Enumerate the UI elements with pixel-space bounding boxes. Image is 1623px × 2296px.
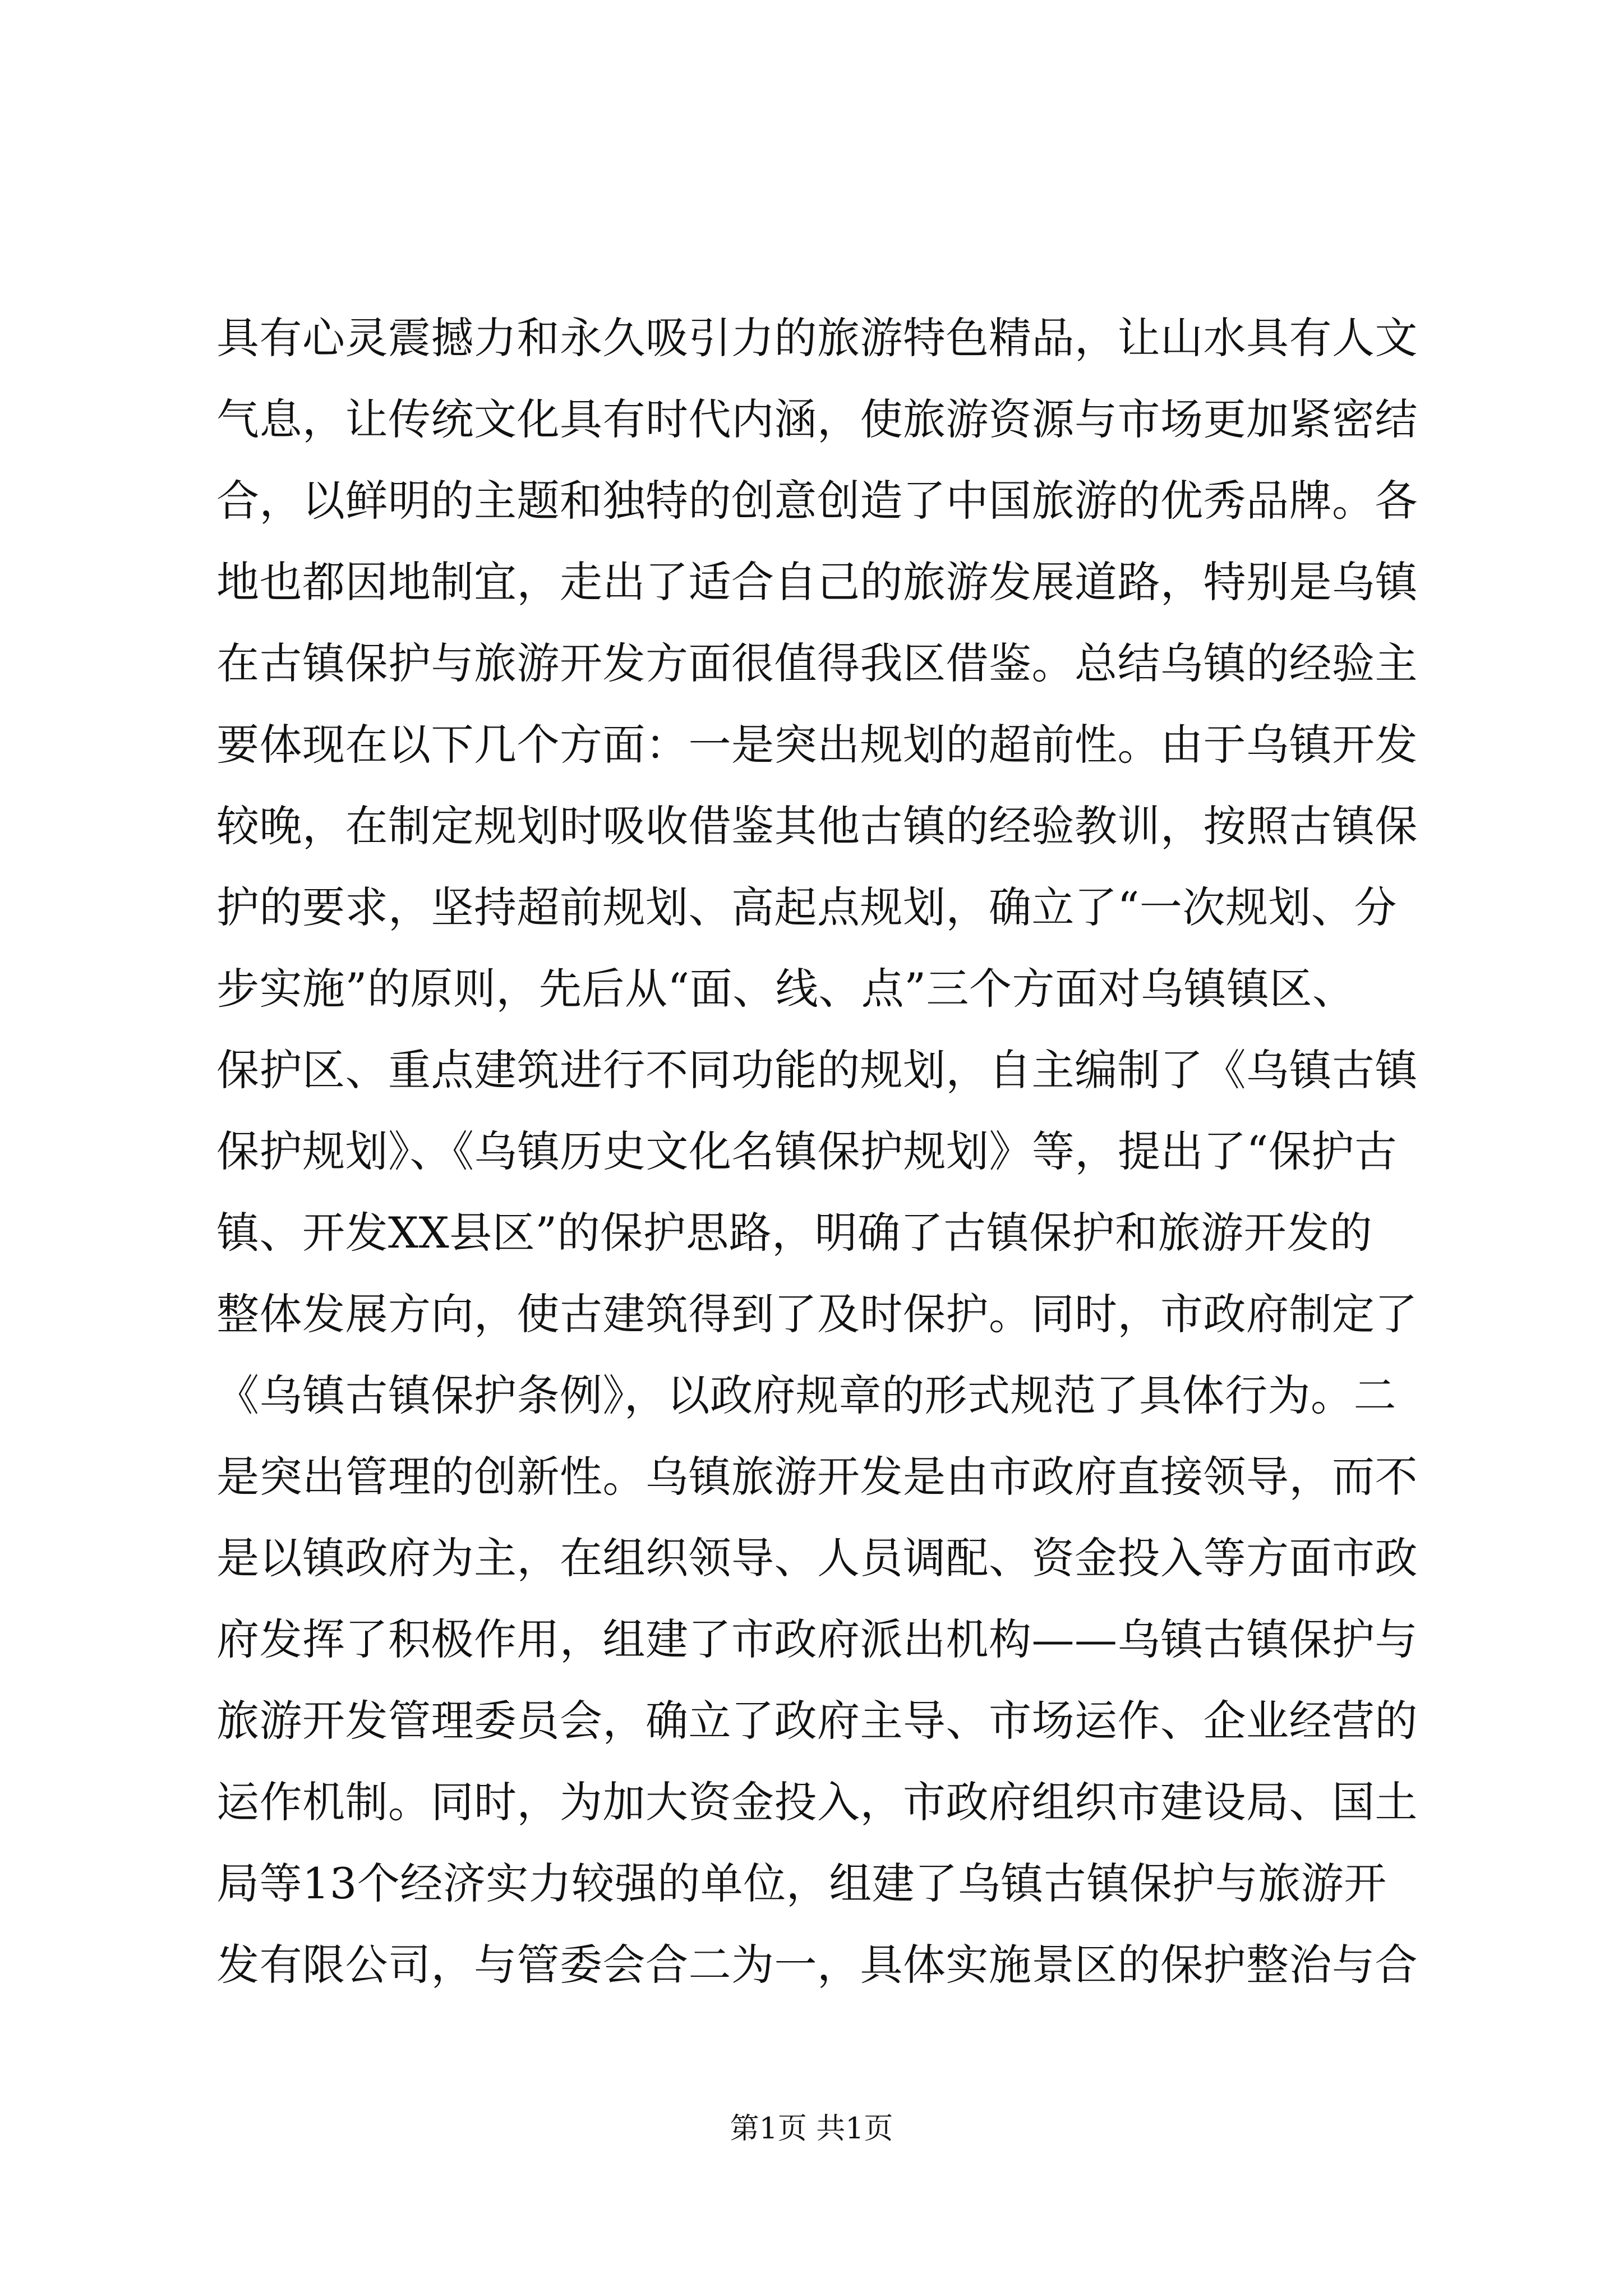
text-line: 是以镇政府为主，在组织领导、人员调配、资金投入等方面市政 (216, 1533, 1418, 1583)
text-line: 在古镇保护与旅游开发方面很值得我区借鉴。总结乌镇的经验主 (216, 638, 1418, 688)
text-line: 府发挥了积极作用，组建了市政府派出机构——乌镇古镇保护与 (216, 1614, 1418, 1664)
page-footer: 第1页 共1页 (730, 2112, 893, 2146)
text-line: 步实施”的原则，先后从“面、线、点”三个方面对乌镇镇区、 (216, 964, 1355, 1014)
text-line: 是突出管理的创新性。乌镇旅游开发是由市政府直接领导，而不 (216, 1452, 1418, 1502)
text-line: 旅游开发管理委员会，确立了政府主导、市场运作、企业经营的 (216, 1696, 1418, 1746)
text-line: 较晚，在制定规划时吸收借鉴其他古镇的经验教训，按照古镇保 (216, 801, 1418, 851)
text-line: 保护区、重点建筑进行不同功能的规划，自主编制了《乌镇古镇 (216, 1045, 1418, 1095)
text-line: 气息，让传统文化具有时代内涵，使旅游资源与市场更加紧密结 (216, 394, 1418, 444)
text-line: 《乌镇古镇保护条例》，以政府规章的形式规范了具体行为。二 (216, 1370, 1396, 1420)
text-line: 护的要求，坚持超前规划、高起点规划，确立了“一次规划、分 (216, 882, 1397, 932)
text-line: 发有限公司，与管委会合二为一，具体实施景区的保护整治与合 (216, 1940, 1418, 1990)
text-line: 局等13个经济实力较强的单位，组建了乌镇古镇保护与旅游开 (216, 1858, 1387, 1908)
text-line: 要体现在以下几个方面：一是突出规划的超前性。由于乌镇开发 (216, 720, 1418, 770)
text-line: 地也都因地制宜，走出了适合自己的旅游发展道路，特别是乌镇 (216, 557, 1418, 607)
body-text (216, 297, 1450, 2005)
text-line: 运作机制。同时，为加大资金投入，市政府组织市建设局、国土 (216, 1777, 1418, 1827)
text-line: 整体发展方向，使古建筑得到了及时保护。同时，市政府制定了 (216, 1289, 1418, 1339)
text-line: 保护规划》、《乌镇历史文化名镇保护规划》等，提出了“保护古 (216, 1126, 1398, 1176)
text-line: 合，以鲜明的主题和独特的创意创造了中国旅游的优秀品牌。各 (216, 476, 1418, 526)
text-line: 镇、开发XX县区”的保护思路，明确了古镇保护和旅游开发的 (216, 1208, 1373, 1258)
text-line: 具有心灵震撼力和永久吸引力的旅游特色精品，让山水具有人文 (216, 313, 1418, 363)
